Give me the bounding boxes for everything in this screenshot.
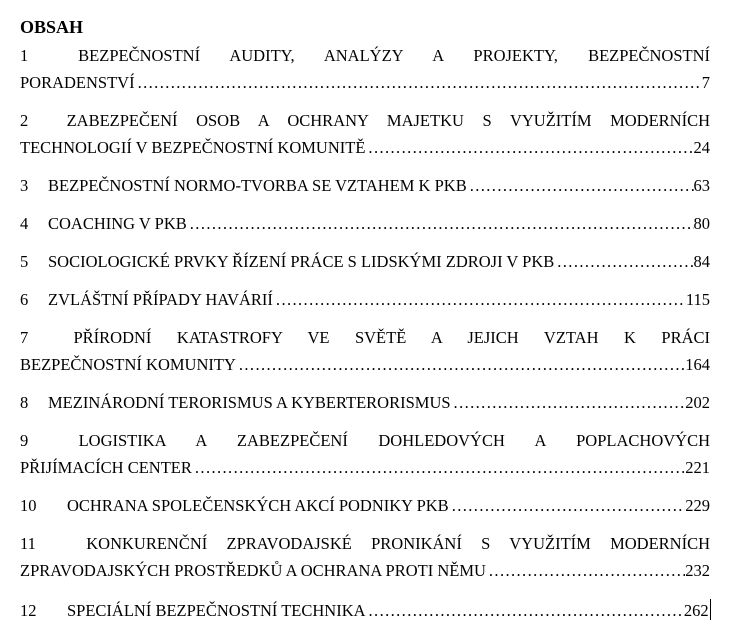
- toc-entry-line: [20, 172, 710, 199]
- toc-entry-number: 12: [20, 601, 37, 620]
- page-number: 63: [693, 176, 710, 195]
- toc-entry-line: [20, 324, 710, 351]
- toc-entry-line: [20, 134, 710, 161]
- page-number: 164: [685, 355, 710, 374]
- dotted-leader: [368, 134, 693, 161]
- toc-entry-title: ZABEZPEČENÍ OSOB A OCHRANY MAJETKU S VYUŽITÍM MODERNÍCH: [66, 111, 711, 130]
- page-number: 115: [685, 290, 710, 309]
- dotted-leader: [470, 172, 694, 199]
- toc-entry-line: [20, 530, 710, 557]
- toc-entry-line: [20, 42, 710, 69]
- dotted-leader: [190, 210, 694, 237]
- toc-entry-title: ZVLÁŠTNÍ PŘÍPADY HAVÁRIÍ: [48, 290, 273, 309]
- toc-entry-number: 7: [20, 328, 29, 347]
- toc-entry-number: 6: [20, 290, 29, 309]
- toc-entry-line: [20, 427, 710, 454]
- toc-entry-line: [20, 389, 710, 416]
- toc-entry-number: 11: [20, 534, 36, 553]
- toc-entry-number: 3: [20, 176, 29, 195]
- toc-entry-title: PORADENSTVÍ: [20, 73, 135, 92]
- toc-entry-number: 1: [20, 46, 29, 65]
- toc-entry[interactable]: [20, 595, 710, 624]
- toc-entry-title: SOCIOLOGICKÉ PRVKY ŘÍZENÍ PRÁCE S LIDSKÝMI ZDROJI V PKB: [48, 252, 555, 271]
- toc-entry-line: [20, 286, 710, 313]
- toc-entry-line: [20, 454, 710, 481]
- toc-entry-title: MEZINÁRODNÍ TERORISMUS A KYBERTERORISMUS: [48, 393, 451, 412]
- toc-entry-title: ZPRAVODAJSKÝCH PROSTŘEDKŮ A OCHRANA PROTI NĚMU: [20, 561, 486, 580]
- toc-entry-line: [20, 557, 710, 584]
- dotted-leader: [138, 69, 702, 96]
- toc-entry-title: PŘIJÍMACÍCH CENTER: [20, 458, 192, 477]
- toc-entry-title: OCHRANA SPOLEČENSKÝCH AKCÍ PODNIKY PKB: [67, 496, 449, 515]
- toc-entry[interactable]: [20, 107, 710, 161]
- dotted-leader: [452, 492, 686, 519]
- toc-entry-title: TECHNOLOGIÍ V BEZPEČNOSTNÍ KOMUNITĚ: [20, 138, 366, 157]
- toc-entry-number: 10: [20, 496, 37, 515]
- toc-entry[interactable]: [20, 530, 710, 584]
- dotted-leader: [454, 389, 686, 416]
- toc-entry-line: [20, 248, 710, 275]
- toc-entry-title: BEZPEČNOSTNÍ KOMUNITY: [20, 355, 236, 374]
- page-number: 7: [701, 73, 710, 92]
- toc-entry-number: 2: [20, 111, 29, 130]
- toc-entry-title: PŘÍRODNÍ KATASTROFY VE SVĚTĚ A JEJICH VZTAH K PRÁCI: [73, 328, 710, 347]
- toc-entry-title: BEZPEČNOSTNÍ NORMO-TVORBA SE VZTAHEM K PKB: [48, 176, 467, 195]
- toc-entry[interactable]: [20, 324, 710, 378]
- toc-entry[interactable]: [20, 210, 710, 237]
- dotted-leader: [195, 454, 685, 481]
- page-number: 262: [683, 601, 709, 620]
- page-number: 202: [685, 393, 710, 412]
- toc-entry-number: 9: [20, 431, 29, 450]
- dotted-leader: [557, 248, 693, 275]
- toc-entry-line: [20, 210, 710, 237]
- toc-entry-title: COACHING V PKB: [48, 214, 187, 233]
- page-number: 84: [693, 252, 710, 271]
- dotted-leader: [489, 557, 685, 584]
- page-number: 221: [685, 458, 710, 477]
- dotted-leader: [369, 597, 684, 624]
- toc-entry[interactable]: [20, 248, 710, 275]
- dotted-leader: [276, 286, 686, 313]
- toc-entry-number: 4: [20, 214, 29, 233]
- toc-list: [20, 42, 710, 624]
- toc-entry[interactable]: [20, 42, 710, 96]
- toc-entry-number: 5: [20, 252, 29, 271]
- toc-entry[interactable]: [20, 172, 710, 199]
- toc-entry[interactable]: [20, 427, 710, 481]
- toc-entry-title: KONKURENČNÍ ZPRAVODAJSKÉ PRONIKÁNÍ S VYUŽITÍM MODERNÍCH: [86, 534, 710, 553]
- toc-entry[interactable]: [20, 389, 710, 416]
- toc-entry-line: [20, 69, 710, 96]
- toc-entry-number: 8: [20, 393, 29, 412]
- toc-entry-title: SPECIÁLNÍ BEZPEČNOSTNÍ TECHNIKA: [67, 601, 366, 620]
- toc-entry-line: [20, 595, 710, 624]
- toc-heading: OBSAH: [20, 17, 84, 37]
- toc-entry-line: [20, 492, 710, 519]
- page-number: 24: [693, 138, 710, 157]
- toc-entry[interactable]: [20, 286, 710, 313]
- toc-entry[interactable]: [20, 492, 710, 519]
- toc-entry-line: [20, 351, 710, 378]
- toc-entry-title: BEZPEČNOSTNÍ AUDITY, ANALÝZY A PROJEKTY, BEZPEČNOSTNÍ: [78, 46, 710, 65]
- toc-entry-title: LOGISTIKA A ZABEZPEČENÍ DOHLEDOVÝCH A POPLACHOVÝCH: [78, 431, 710, 450]
- toc-entry-line: [20, 107, 710, 134]
- page-number: 80: [693, 214, 710, 233]
- page-number: 229: [685, 496, 710, 515]
- dotted-leader: [239, 351, 685, 378]
- page-number: 232: [685, 561, 710, 580]
